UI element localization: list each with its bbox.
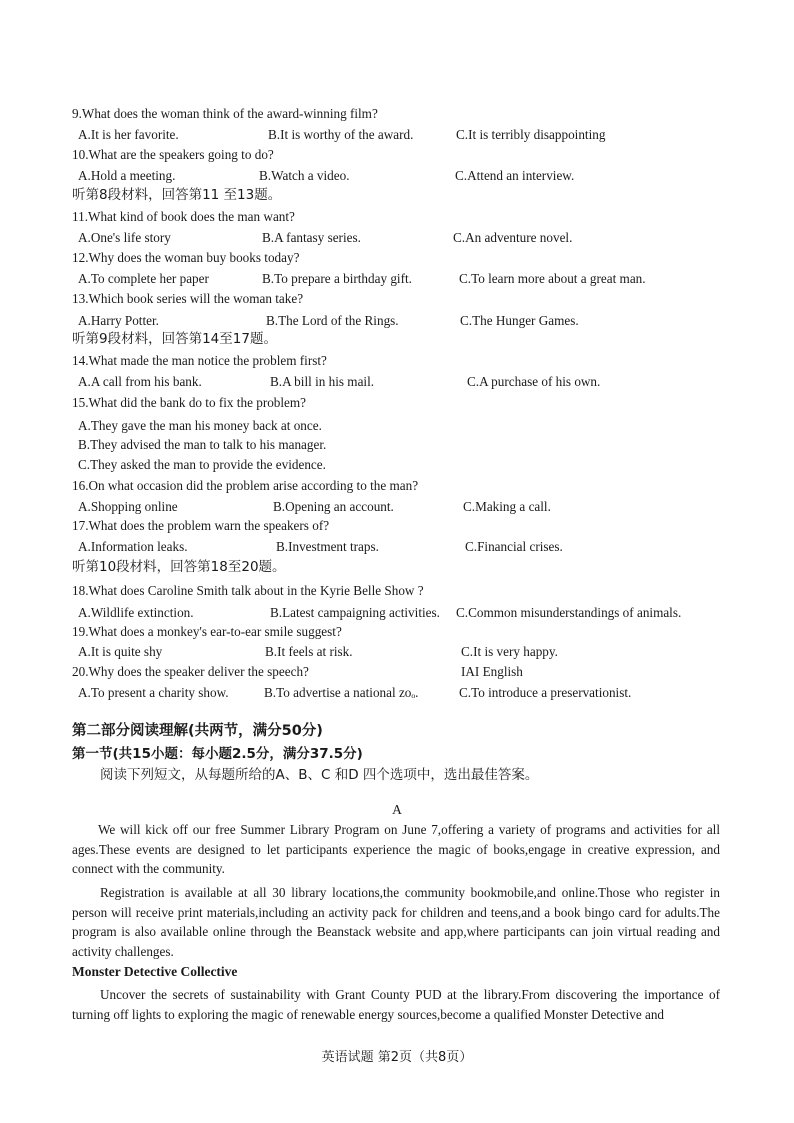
section-heading: Monster Detective Collective (72, 964, 238, 979)
q14-option-a: A.A call from his bank. (78, 374, 202, 389)
reading-instruction: 阅读下列短文，从每题所给的A、B、C 和D 四个选项中，选出最佳答案。 (100, 767, 539, 783)
question-14: 14.What made the man notice the problem first? (72, 353, 327, 368)
q14-option-b: B.A bill in his mail. (270, 374, 375, 389)
q11-option-c: C.An adventure novel. (453, 230, 573, 245)
question-11: 11.What kind of book does the man want? (72, 209, 295, 224)
section-8-instruction: 听第8段材料，回答第11 至13题。 (72, 187, 282, 203)
q18-option-c: C.Common misunderstandings of animals. (456, 605, 682, 620)
q17-option-b: B.Investment traps. (276, 539, 379, 554)
question-9: 9.What does the woman think of the award-winning film? (72, 106, 378, 121)
q12-option-a: A.To complete her paper (78, 271, 209, 286)
q16-option-b: B.Opening an account. (273, 499, 394, 514)
question-18: 18.What does Caroline Smith talk about in the Kyrie Belle Show ? (72, 583, 424, 598)
q19-option-b: B.It feels at risk. (265, 644, 353, 659)
question-20: 20.Why does the speaker deliver the speech? (72, 664, 309, 679)
q18-option-a: A.Wildlife extinction. (78, 605, 194, 620)
q16-option-c: C.Making a call. (463, 499, 551, 514)
question-19: 19.What does a monkey's ear-to-ear smile suggest? (72, 624, 342, 639)
q11-option-b: B.A fantasy series. (262, 230, 361, 245)
q11-option-a: A.One's life story (78, 230, 171, 245)
q9-option-b: B.It is worthy of the award. (268, 127, 414, 142)
q20-option-b: B.To advertise a national zoₒ. (264, 685, 419, 700)
q10-option-b: B.Watch a video. (259, 168, 350, 183)
passage-letter: A (392, 802, 402, 817)
q19-option-a: A.It is quite shy (78, 644, 163, 659)
q10-option-c: C.Attend an interview. (455, 168, 575, 183)
q10-option-a: A.Hold a meeting. (78, 168, 176, 183)
q9-option-a: A.It is her favorite. (78, 127, 179, 142)
passage-a-paragraph-3: Uncover the secrets of sustainability with Grant County PUD at the library.From discovering the importance of turning off lights to exploring the magic of renewable energy sources,become a qualified Monster Detective and (72, 987, 720, 1022)
question-10: 10.What are the speakers going to do? (72, 147, 274, 162)
q15-option-a: A.They gave the man his money back at once. (78, 418, 322, 433)
q15-option-b: B.They advised the man to talk to his manager. (78, 437, 327, 452)
question-15: 15.What did the bank do to fix the problem? (72, 395, 307, 410)
question-13: 13.Which book series will the woman take? (72, 291, 304, 306)
part-2-title: 第二部分阅读理解(共两节，满分50分) (72, 723, 323, 739)
section-1-title: 第一节(共15小题：每小题2.5分，满分37.5分) (72, 746, 363, 762)
q18-option-b: B.Latest campaigning activities. (270, 605, 440, 620)
q16-option-a: A.Shopping online (78, 499, 178, 514)
question-12: 12.Why does the woman buy books today? (72, 250, 300, 265)
q13-option-b: B.The Lord of the Rings. (266, 313, 399, 328)
page-footer: 英语试题 第2页（共8页） (321, 1050, 473, 1065)
question-16: 16.On what occasion did the problem arise according to the man? (72, 478, 419, 493)
question-17: 17.What does the problem warn the speakers of? (72, 518, 330, 533)
watermark-tag: IAI English (461, 664, 523, 679)
q9-option-c: C.It is terribly disappointing (456, 127, 606, 142)
q12-option-c: C.To learn more about a great man. (459, 271, 646, 286)
q17-option-c: C.Financial crises. (465, 539, 563, 554)
q19-option-c: C.It is very happy. (461, 644, 558, 659)
section-9-instruction: 听第9段材料，回答第14至17题。 (72, 331, 277, 347)
passage-a-paragraph-1: We will kick off our free Summer Library Program on June 7,offering a variety of programs and activities for all ages.These events are designed to let participants experience the magic of books,engage in creative expression, and connect with the community. (72, 822, 720, 877)
q14-option-c: C.A purchase of his own. (467, 374, 601, 389)
q12-option-b: B.To prepare a birthday gift. (262, 271, 412, 286)
q15-option-c: C.They asked the man to provide the evidence. (78, 457, 326, 472)
q20-option-a: A.To present a charity show. (78, 685, 229, 700)
q20-option-c: C.To introduce a preservationist. (459, 685, 632, 700)
q17-option-a: A.Information leaks. (78, 539, 188, 554)
passage-a-paragraph-2: Registration is available at all 30 library locations,the community bookmobile,and online.Those who register in person will receive print materials,including an activity pack for children and teens,and a book bingo card for adults.The program is also available online through the Beanstack website and app,where participants can join virtual reading and activity challenges. (72, 885, 720, 959)
q13-option-c: C.The Hunger Games. (460, 313, 579, 328)
q13-option-a: A.Harry Potter. (78, 313, 159, 328)
section-10-instruction: 听第10段材料，回答第18至20题。 (72, 559, 286, 575)
